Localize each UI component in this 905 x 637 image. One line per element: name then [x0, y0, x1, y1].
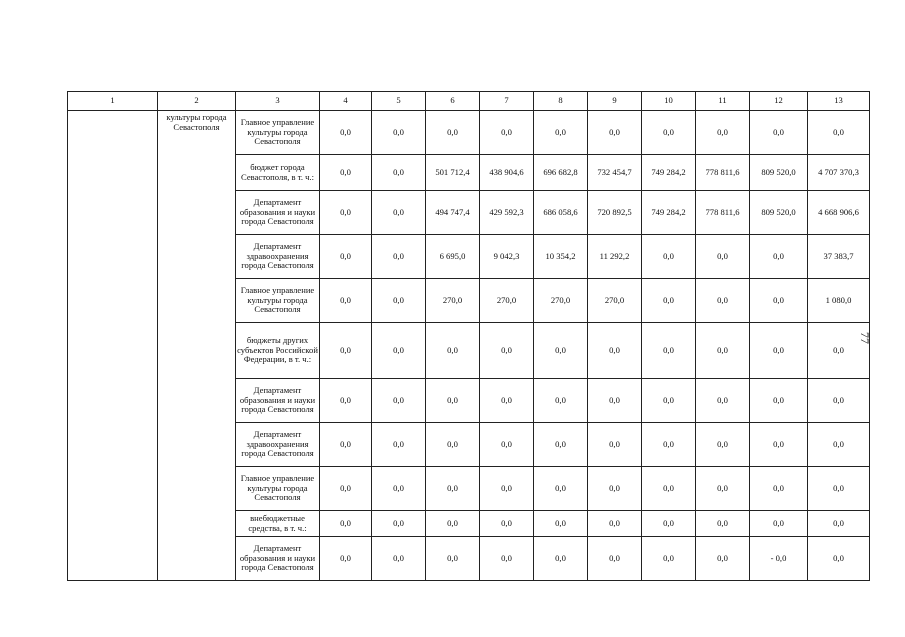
value-cell: 0,0: [696, 511, 750, 537]
value-cell: 0,0: [320, 511, 372, 537]
value-cell: 0,0: [642, 467, 696, 511]
value-cell: 1 080,0: [808, 279, 870, 323]
value-cell: 0,0: [372, 279, 426, 323]
column-header-8: 8: [534, 92, 588, 111]
value-cell: 0,0: [534, 537, 588, 581]
value-cell: 0,0: [696, 379, 750, 423]
value-cell: 778 811,6: [696, 155, 750, 191]
value-cell: 0,0: [588, 379, 642, 423]
value-cell: 0,0: [588, 511, 642, 537]
funding-source-cell: внебюджетные средства, в т. ч.:: [236, 511, 320, 537]
value-cell: 0,0: [750, 111, 808, 155]
value-cell: 749 284,2: [642, 155, 696, 191]
value-cell: 0,0: [588, 323, 642, 379]
value-cell: 0,0: [808, 467, 870, 511]
budget-table: [67, 91, 870, 581]
value-cell: 0,0: [426, 111, 480, 155]
value-cell: 0,0: [372, 155, 426, 191]
value-cell: 0,0: [426, 511, 480, 537]
column-header-12: 12: [750, 92, 808, 111]
header-row: [68, 92, 870, 111]
value-cell: 429 592,3: [480, 191, 534, 235]
value-cell: 0,0: [480, 323, 534, 379]
value-cell: 0,0: [750, 511, 808, 537]
column-header-5: 5: [372, 92, 426, 111]
funding-source-cell: Департамент образования и науки города Севастополя: [236, 191, 320, 235]
value-cell: 0,0: [588, 467, 642, 511]
table-body: [68, 111, 870, 581]
value-cell: 0,0: [372, 537, 426, 581]
value-cell: 0,0: [372, 467, 426, 511]
value-cell: 778 811,6: [696, 191, 750, 235]
value-cell: 0,0: [534, 111, 588, 155]
value-cell: 0,0: [534, 423, 588, 467]
column-header-11: 11: [696, 92, 750, 111]
value-cell: 732 454,7: [588, 155, 642, 191]
value-cell: 0,0: [320, 379, 372, 423]
column-header-6: 6: [426, 92, 480, 111]
value-cell: 0,0: [588, 423, 642, 467]
value-cell: 0,0: [480, 537, 534, 581]
value-cell: 0,0: [320, 155, 372, 191]
value-cell: 0,0: [372, 235, 426, 279]
value-cell: 0,0: [320, 111, 372, 155]
funding-source-cell: Департамент здравоохранения города Севастополя: [236, 423, 320, 467]
value-cell: 11 292,2: [588, 235, 642, 279]
value-cell: 0,0: [808, 511, 870, 537]
value-cell: 686 058,6: [534, 191, 588, 235]
value-cell: 749 284,2: [642, 191, 696, 235]
value-cell: 0,0: [372, 379, 426, 423]
column-header-9: 9: [588, 92, 642, 111]
value-cell: 0,0: [588, 537, 642, 581]
column-header-7: 7: [480, 92, 534, 111]
value-cell: 0,0: [696, 235, 750, 279]
value-cell: 501 712,4: [426, 155, 480, 191]
value-cell: 270,0: [480, 279, 534, 323]
value-cell: 0,0: [372, 423, 426, 467]
funding-source-cell: Департамент образования и науки города Севастополя: [236, 537, 320, 581]
value-cell: 37 383,7: [808, 235, 870, 279]
column-header-1: 1: [68, 92, 158, 111]
value-cell: 720 892,5: [588, 191, 642, 235]
value-cell: 0,0: [642, 323, 696, 379]
value-cell: 809 520,0: [750, 191, 808, 235]
value-cell: 4 668 906,6: [808, 191, 870, 235]
value-cell: 494 747,4: [426, 191, 480, 235]
value-cell: 0,0: [320, 235, 372, 279]
value-cell: 0,0: [642, 379, 696, 423]
funding-source-cell: Департамент здравоохранения города Севастополя: [236, 235, 320, 279]
column-header-13: 13: [808, 92, 870, 111]
value-cell: 0,0: [808, 379, 870, 423]
funding-source-cell: бюджет города Севастополя, в т. ч.:: [236, 155, 320, 191]
value-cell: 0,0: [808, 323, 870, 379]
value-cell: 0,0: [534, 511, 588, 537]
value-cell: 0,0: [320, 467, 372, 511]
value-cell: 270,0: [588, 279, 642, 323]
responsible-executor-cell: культуры города Севастополя: [158, 111, 236, 581]
value-cell: 0,0: [426, 537, 480, 581]
value-cell: 0,0: [808, 537, 870, 581]
value-cell: 0,0: [372, 191, 426, 235]
value-cell: 0,0: [426, 323, 480, 379]
value-cell: 0,0: [750, 279, 808, 323]
funding-source-cell: Главное управление культуры города Севастополя: [236, 467, 320, 511]
value-cell: 0,0: [696, 279, 750, 323]
value-cell: 0,0: [750, 379, 808, 423]
value-cell: 0,0: [750, 423, 808, 467]
value-cell: 0,0: [642, 423, 696, 467]
value-cell: 0,0: [696, 323, 750, 379]
column-header-10: 10: [642, 92, 696, 111]
value-cell: 9 042,3: [480, 235, 534, 279]
value-cell: 0,0: [750, 467, 808, 511]
table-row: [68, 111, 870, 155]
blank-cell: [68, 111, 158, 581]
value-cell: 0,0: [642, 279, 696, 323]
funding-source-cell: Главное управление культуры города Севастополя: [236, 111, 320, 155]
value-cell: 0,0: [696, 537, 750, 581]
value-cell: 0,0: [642, 537, 696, 581]
value-cell: 0,0: [642, 511, 696, 537]
value-cell: 10 354,2: [534, 235, 588, 279]
value-cell: 270,0: [426, 279, 480, 323]
value-cell: 0,0: [642, 111, 696, 155]
value-cell: 0,0: [320, 423, 372, 467]
funding-source-cell: Главное управление культуры города Севастополя: [236, 279, 320, 323]
value-cell: 0,0: [372, 511, 426, 537]
value-cell: 0,0: [642, 235, 696, 279]
value-cell: 0,0: [808, 111, 870, 155]
value-cell: 0,0: [696, 111, 750, 155]
value-cell: 0,0: [320, 537, 372, 581]
value-cell: 0,0: [750, 323, 808, 379]
funding-source-cell: Департамент образования и науки города Севастополя: [236, 379, 320, 423]
value-cell: 270,0: [534, 279, 588, 323]
value-cell: 0,0: [426, 379, 480, 423]
value-cell: 0,0: [750, 235, 808, 279]
value-cell: - 0,0: [750, 537, 808, 581]
value-cell: 0,0: [320, 323, 372, 379]
value-cell: 0,0: [808, 423, 870, 467]
value-cell: 0,0: [534, 323, 588, 379]
value-cell: 0,0: [320, 279, 372, 323]
value-cell: 0,0: [372, 323, 426, 379]
value-cell: 0,0: [534, 467, 588, 511]
value-cell: 696 682,8: [534, 155, 588, 191]
value-cell: 0,0: [372, 111, 426, 155]
value-cell: 0,0: [480, 379, 534, 423]
column-header-3: 3: [236, 92, 320, 111]
value-cell: 0,0: [534, 379, 588, 423]
page-number: 77: [858, 332, 872, 344]
funding-source-cell: бюджеты других субъектов Российской Федерации, в т. ч.:: [236, 323, 320, 379]
value-cell: 0,0: [426, 467, 480, 511]
value-cell: 0,0: [426, 423, 480, 467]
value-cell: 0,0: [480, 111, 534, 155]
value-cell: 0,0: [588, 111, 642, 155]
value-cell: 438 904,6: [480, 155, 534, 191]
value-cell: 0,0: [480, 423, 534, 467]
value-cell: 4 707 370,3: [808, 155, 870, 191]
value-cell: 0,0: [696, 423, 750, 467]
value-cell: 809 520,0: [750, 155, 808, 191]
column-header-4: 4: [320, 92, 372, 111]
value-cell: 0,0: [696, 467, 750, 511]
value-cell: 6 695,0: [426, 235, 480, 279]
value-cell: 0,0: [480, 467, 534, 511]
column-header-2: 2: [158, 92, 236, 111]
value-cell: 0,0: [480, 511, 534, 537]
value-cell: 0,0: [320, 191, 372, 235]
